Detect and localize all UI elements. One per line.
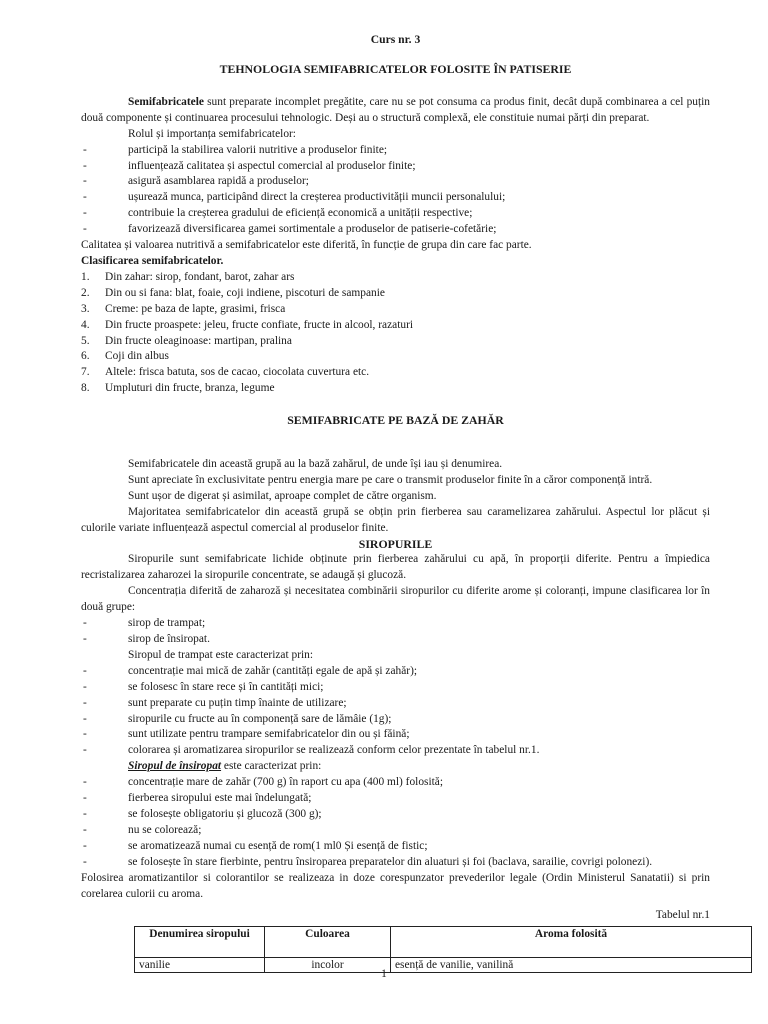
list-item: - sunt preparate cu puțin timp înainte de utilizare; (83, 696, 347, 709)
list-item: 6. Coji din albus (81, 350, 169, 363)
list-item: - nu se colorează; (83, 823, 202, 836)
section-paragraph: Majoritatea semifabricatelor din această grupă se obțin prin fierberea sau caramelizarea zahărului. Aspectul lor plăcut și culorile variate influențează aspectul comercial al produselor finite. (81, 505, 710, 534)
course-title: Curs nr. 3 (370, 33, 421, 46)
list-item: - sirop de însiropat. (83, 633, 210, 645)
table-caption: Tabelul nr.1 (655, 909, 710, 922)
classification-list (81, 270, 710, 397)
table-header-row (135, 927, 752, 958)
list-item: - se folosește obligatoriu și glucoză (300 g); (83, 807, 322, 820)
trampat-list (81, 664, 710, 759)
list-item: 3. Creme: pe baza de lapte, grasimi, frisca (81, 302, 286, 315)
list-item: - fierberea siropului este mai îndelungată; (83, 792, 312, 805)
section-paragraph: Semifabricatele din această grupă au la bază zahărul, de unde își iau și denumirea. (128, 458, 503, 471)
list-item: - siropurile cu fructe au în componență sare de lămâie (1g); (83, 712, 392, 725)
siropuri-title: SIROPURILE (358, 536, 433, 551)
table-cell: esență de vanilie, vanilină (391, 958, 752, 973)
list-item: - participă la stabilirea valorii nutritive a produselor finite; (83, 143, 388, 156)
table-cell: incolor (265, 958, 391, 973)
quality-text: Calitatea și valoarea nutritivă a semifabricatelor este diferită, în funcție de grupa din care fac parte. (81, 239, 532, 252)
groups-list (81, 616, 710, 648)
insiropat-list (81, 775, 710, 870)
list-item: 4. Din fructe proaspete: jeleu, fructe confiate, fructe in alcool, razaturi (81, 318, 414, 331)
list-item: - asigură asamblarea rapidă a produselor; (83, 175, 309, 188)
role-heading: Rolul și importanța semifabricatelor: (128, 127, 296, 140)
list-item: 7. Altele: frisca batuta, sos de cacao, ciocolata cuvertura etc. (81, 366, 370, 379)
table-cell: vanilie (135, 958, 265, 973)
section-paragraph: Sunt ușor de digerat și asimilat, aproape complet de către organism. (128, 489, 437, 502)
list-item: - concentrație mare de zahăr (700 g) în raport cu apa (400 ml) folosită; (83, 776, 444, 789)
list-item: - colorarea și aromatizarea siropurilor se realizează conform celor prezentate în tabelul nr.1. (83, 744, 540, 757)
table-header-cell: Aroma folosită (391, 927, 752, 958)
insiropat-heading: Siropul de însiropat este caracterizat prin: (128, 760, 322, 773)
intro-text: sunt preparate incomplet pregătite, care nu se pot consuma ca produs finit, decât după combinarea a cel puțin două componente și continuarea procesului tehnologic. Deși au o structură complexă, ele constituie numai părți din preparat. (81, 95, 710, 124)
intro-term: Semifabricatele (128, 95, 204, 108)
list-item: - sirop de trampat; (83, 617, 206, 630)
main-title: TEHNOLOGIA SEMIFABRICATELOR FOLOSITE ÎN PATISERIE (219, 62, 572, 76)
insiropat-term: Siropul de însiropat (128, 760, 222, 773)
list-item: - se folosește în stare fierbinte, pentru însiroparea preparatelor din aluaturi și foi (baclava, sarailie, covrigi polonezi). (83, 855, 653, 868)
siropuri-paragraph: Concentrația diferită de zaharoză și necesitatea combinării siropurilor cu diferite arome și coloranți, impune clasificarea lor în două grupe: (81, 585, 710, 614)
section-paragraph: Sunt apreciate în exclusivitate pentru energia mare pe care o transmit produselor finite în a căror componență intră. (128, 473, 653, 486)
list-item: 2. Din ou si fana: blat, foaie, coji indiene, piscoturi de sampanie (81, 286, 385, 299)
siropuri-paragraph: Siropurile sunt semifabricate lichide obținute prin fierberea zahărului cu apă, în proporții diferite. Pentru a împiedica recristalizarea zaharozei la siropurile concentrate, se adaugă și glucoză. (81, 553, 710, 582)
classification-heading: Clasificarea semifabricatelor. (81, 254, 224, 267)
list-item: 8. Umpluturi din fructe, branza, legume (81, 382, 275, 395)
trampat-heading: Siropul de trampat este caracterizat prin: (128, 648, 314, 661)
list-item: - se aromatizează numai cu esență de rom(1 ml0 Și esență de fistic; (83, 839, 428, 852)
list-item: - ușurează munca, participând direct la creșterea productivității muncii personalului; (83, 191, 506, 204)
page-number: 1 (381, 968, 387, 980)
intro-paragraph (81, 95, 710, 127)
section-title: SEMIFABRICATE PE BAZĂ DE ZAHĂR (287, 413, 504, 428)
table-header-cell: Denumirea siropului (135, 927, 265, 958)
list-item: - concentrație mai mică de zahăr (cantități egale de apă și zahăr); (83, 664, 418, 677)
role-list (81, 143, 710, 238)
list-item: 5. Din fructe oleaginoase: martipan, pralina (81, 334, 292, 347)
list-item: 1. Din zahar: sirop, fondant, barot, zahar ars (81, 270, 295, 283)
list-item: - influențează calitatea și aspectul comercial al produselor finite; (83, 159, 416, 172)
list-item: - favorizează diversificarea gamei sortimentale a produselor de patiserie-cofetărie; (83, 223, 497, 236)
list-item: - se folosesc în stare rece și în cantități mici; (83, 680, 324, 693)
table-header-cell: Culoarea (265, 927, 391, 958)
final-paragraph: Folosirea aromatizantilor si colorantilor se realizeaza in doze corespunzator prevederilor legale (Ordin Ministerul Sanatatii) si prin corelarea culorii cu aroma. (81, 871, 710, 900)
list-item: - contribuie la creșterea gradului de eficiență economică a unității respective; (83, 207, 473, 220)
list-item: - sunt utilizate pentru trampare semifabricatelor din ou și făină; (83, 728, 410, 741)
